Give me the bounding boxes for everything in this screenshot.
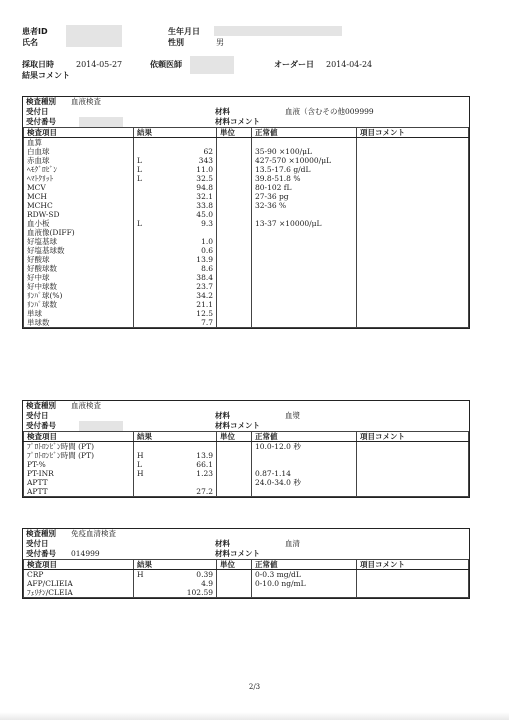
test-item-name: RDW-SD	[24, 210, 134, 219]
col-header-item: 検査項目	[24, 128, 134, 138]
item-comment-cell	[357, 282, 469, 291]
result-cell	[134, 291, 217, 300]
item-comment-cell	[357, 291, 469, 300]
result-cell	[134, 442, 217, 452]
unit-cell	[217, 201, 252, 210]
item-comment-cell	[357, 478, 469, 487]
item-comment-cell	[357, 300, 469, 309]
received-date-label: 受付日	[26, 411, 49, 420]
section-meta-row	[23, 411, 469, 421]
result-cell	[134, 469, 217, 478]
result-value: 11.0	[196, 165, 213, 174]
unit-cell	[217, 255, 252, 264]
result-cell	[134, 237, 217, 246]
result-value: 13.9	[196, 255, 213, 264]
unit-cell	[217, 210, 252, 219]
normal-range	[252, 210, 357, 219]
item-comment-cell	[357, 219, 469, 228]
normal-range: 13-37 ×10000/μL	[252, 219, 357, 228]
col-header-result: 結果	[134, 128, 217, 138]
result-cell	[134, 460, 217, 469]
normal-range	[252, 138, 357, 148]
result-cell	[134, 201, 217, 210]
test-item-name: AFP/CLIEIA	[24, 579, 134, 588]
result-value: 13.9	[196, 451, 213, 460]
unit-cell	[217, 451, 252, 460]
section-meta-row	[23, 107, 469, 117]
col-header-result: 結果	[134, 560, 217, 570]
table-row	[24, 579, 469, 588]
result-value: 34.2	[196, 291, 213, 300]
results-body	[24, 570, 469, 598]
result-cell	[134, 165, 217, 174]
section-blood-test	[22, 96, 470, 329]
test-item-name: ﾘﾝﾊﾟ球(%)	[24, 291, 134, 300]
normal-range	[252, 487, 357, 497]
table-header-row	[24, 432, 469, 442]
material-comment-label: 材料コメント	[215, 421, 260, 430]
table-row	[24, 192, 469, 201]
result-value: 4.9	[201, 579, 213, 588]
unit-cell	[217, 156, 252, 165]
received-date-label: 受付日	[26, 539, 49, 548]
order-date-value: 2014-04-24	[326, 60, 373, 69]
test-type-value: 血液検査	[71, 401, 101, 410]
item-comment-cell	[357, 442, 469, 452]
normal-range	[252, 460, 357, 469]
result-value: 7.7	[201, 318, 213, 327]
table-row	[24, 165, 469, 174]
normal-range: 427-570 ×10000/μL	[252, 156, 357, 165]
unit-cell	[217, 291, 252, 300]
item-comment-cell	[357, 183, 469, 192]
normal-range	[252, 588, 357, 598]
redacted-doctor	[190, 56, 234, 74]
unit-cell	[217, 237, 252, 246]
result-cell	[134, 264, 217, 273]
result-cell	[134, 219, 217, 228]
material-label: 材料	[215, 539, 230, 548]
result-comment-label: 結果コメント	[22, 71, 70, 80]
result-cell	[134, 273, 217, 282]
item-comment-cell	[357, 264, 469, 273]
abnormal-flag: L	[137, 460, 142, 469]
table-row	[24, 451, 469, 460]
item-comment-cell	[357, 451, 469, 460]
table-row	[24, 138, 469, 148]
test-item-name: MCV	[24, 183, 134, 192]
normal-range	[252, 255, 357, 264]
result-cell	[134, 579, 217, 588]
section-meta-row	[23, 529, 469, 539]
table-row	[24, 469, 469, 478]
table-row	[24, 487, 469, 497]
test-item-name: 白血球	[24, 147, 134, 156]
table-row	[24, 442, 469, 452]
section-meta-row	[23, 539, 469, 549]
col-header-unit: 単位	[217, 128, 252, 138]
test-item-name: ﾌｪﾘﾁﾝ/CLEIA	[24, 588, 134, 598]
unit-cell	[217, 165, 252, 174]
result-value: 1.23	[196, 469, 213, 478]
unit-cell	[217, 246, 252, 255]
table-row	[24, 309, 469, 318]
test-item-name: 好塩基球数	[24, 246, 134, 255]
table-header-row	[24, 128, 469, 138]
results-table	[23, 559, 469, 598]
col-header-unit: 単位	[217, 560, 252, 570]
test-item-name: 単球	[24, 309, 134, 318]
test-item-name: 好酸球	[24, 255, 134, 264]
test-item-name: ﾌﾟﾛﾄﾛﾝﾋﾞﾝ時間 (PT)	[24, 451, 134, 460]
doctor-label: 依頼医師	[150, 60, 182, 69]
table-row	[24, 183, 469, 192]
test-item-name: 血小板	[24, 219, 134, 228]
unit-cell	[217, 478, 252, 487]
table-row	[24, 264, 469, 273]
sex-label: 性別	[168, 38, 184, 47]
normal-range	[252, 451, 357, 460]
normal-range	[252, 237, 357, 246]
result-value: 33.8	[196, 201, 213, 210]
item-comment-cell	[357, 228, 469, 237]
test-item-name: APTT	[24, 478, 134, 487]
unit-cell	[217, 487, 252, 497]
redacted-receipt-number	[79, 117, 123, 127]
results-table	[23, 431, 469, 497]
dob-label: 生年月日	[168, 27, 200, 36]
result-cell	[134, 487, 217, 497]
result-cell	[134, 174, 217, 183]
page-number: 2/3	[248, 683, 261, 691]
item-comment-cell	[357, 174, 469, 183]
normal-range: 0.87-1.14	[252, 469, 357, 478]
abnormal-flag: L	[137, 219, 142, 228]
result-value: 94.8	[196, 183, 213, 192]
result-value: 45.0	[196, 210, 213, 219]
normal-range: 10.0-12.0 秒	[252, 442, 357, 452]
result-value: 1.0	[201, 237, 213, 246]
table-row	[24, 246, 469, 255]
test-item-name: 赤血球	[24, 156, 134, 165]
unit-cell	[217, 219, 252, 228]
test-item-name: 好中球	[24, 273, 134, 282]
table-row	[24, 478, 469, 487]
result-value: 102.59	[186, 588, 213, 597]
unit-cell	[217, 147, 252, 156]
abnormal-flag: L	[137, 174, 142, 183]
item-comment-cell	[357, 246, 469, 255]
unit-cell	[217, 469, 252, 478]
unit-cell	[217, 282, 252, 291]
result-value: 343	[198, 156, 213, 165]
normal-range: 13.5-17.6 g/dL	[252, 165, 357, 174]
received-date-label: 受付日	[26, 107, 49, 116]
test-type-value: 免疫血清検査	[71, 529, 116, 538]
item-comment-cell	[357, 210, 469, 219]
table-row	[24, 588, 469, 598]
test-item-name: ﾘﾝﾊﾟ球数	[24, 300, 134, 309]
normal-range: 80-102 fL	[252, 183, 357, 192]
material-comment-label: 材料コメント	[215, 549, 260, 558]
section-meta-row	[23, 401, 469, 411]
normal-range: 0-0.3 mg/dL	[252, 570, 357, 580]
test-type-label: 検査種別	[26, 97, 56, 106]
material-label: 材料	[215, 411, 230, 420]
normal-range: 35-90 ×100/μL	[252, 147, 357, 156]
patient-id-label: 患者ID	[22, 27, 48, 36]
material-label: 材料	[215, 107, 230, 116]
result-value: 8.6	[201, 264, 213, 273]
unit-cell	[217, 174, 252, 183]
result-value: 12.5	[196, 309, 213, 318]
item-comment-cell	[357, 588, 469, 598]
result-value: 9.3	[201, 219, 213, 228]
result-cell	[134, 318, 217, 328]
col-header-comment: 項目コメント	[357, 128, 469, 138]
receipt-number-label: 受付番号	[26, 421, 56, 430]
normal-range	[252, 300, 357, 309]
results-table	[23, 127, 469, 328]
table-row	[24, 460, 469, 469]
result-cell	[134, 156, 217, 165]
result-cell	[134, 255, 217, 264]
item-comment-cell	[357, 570, 469, 580]
item-comment-cell	[357, 273, 469, 282]
normal-range	[252, 282, 357, 291]
material-value: 血清	[285, 539, 300, 548]
result-value: 66.1	[196, 460, 213, 469]
result-value: 0.6	[201, 246, 213, 255]
col-header-item: 検査項目	[24, 432, 134, 442]
table-row	[24, 282, 469, 291]
result-cell	[134, 451, 217, 460]
collect-date-label: 採取日時	[22, 60, 54, 69]
item-comment-cell	[357, 192, 469, 201]
test-item-name: MCH	[24, 192, 134, 201]
normal-range: 24.0-34.0 秒	[252, 478, 357, 487]
unit-cell	[217, 300, 252, 309]
test-item-name: CRP	[24, 570, 134, 580]
item-comment-cell	[357, 255, 469, 264]
section-meta-row	[23, 549, 469, 559]
abnormal-flag: H	[137, 469, 144, 478]
result-cell	[134, 147, 217, 156]
result-cell	[134, 282, 217, 291]
unit-cell	[217, 192, 252, 201]
item-comment-cell	[357, 460, 469, 469]
section-serology-test	[22, 528, 470, 599]
normal-range	[252, 291, 357, 300]
table-row	[24, 219, 469, 228]
unit-cell	[217, 460, 252, 469]
item-comment-cell	[357, 156, 469, 165]
item-comment-cell	[357, 165, 469, 174]
abnormal-flag: H	[137, 570, 144, 579]
unit-cell	[217, 183, 252, 192]
table-row	[24, 147, 469, 156]
item-comment-cell	[357, 469, 469, 478]
col-header-item: 検査項目	[24, 560, 134, 570]
result-value: 21.1	[196, 300, 213, 309]
col-header-comment: 項目コメント	[357, 560, 469, 570]
name-label: 氏名	[22, 38, 38, 47]
test-item-name: ﾍﾏﾄｸﾘｯﾄ	[24, 174, 134, 183]
table-row	[24, 210, 469, 219]
scan-edge	[0, 712, 509, 720]
result-cell	[134, 300, 217, 309]
unit-cell	[217, 579, 252, 588]
result-cell	[134, 138, 217, 148]
normal-range: 32-36 %	[252, 201, 357, 210]
table-row	[24, 156, 469, 165]
material-value: 血漿	[285, 411, 300, 420]
section-meta-row	[23, 117, 469, 127]
result-cell	[134, 246, 217, 255]
test-item-name: PT-%	[24, 460, 134, 469]
table-row	[24, 174, 469, 183]
test-item-name: MCHC	[24, 201, 134, 210]
section-meta-row	[23, 421, 469, 431]
table-row	[24, 291, 469, 300]
item-comment-cell	[357, 147, 469, 156]
collect-date-value: 2014-05-27	[76, 60, 123, 69]
normal-range	[252, 273, 357, 282]
item-comment-cell	[357, 579, 469, 588]
col-header-unit: 単位	[217, 432, 252, 442]
unit-cell	[217, 588, 252, 598]
col-header-normal: 正常値	[252, 560, 357, 570]
col-header-comment: 項目コメント	[357, 432, 469, 442]
test-type-label: 検査種別	[26, 529, 56, 538]
normal-range	[252, 318, 357, 328]
test-item-name: 好酸球数	[24, 264, 134, 273]
order-date-label: オーダー日	[274, 60, 314, 69]
test-item-name: ﾌﾟﾛﾄﾛﾝﾋﾞﾝ時間 (PT)	[24, 442, 134, 452]
result-value: 27.2	[196, 487, 213, 496]
normal-range: 27-36 pg	[252, 192, 357, 201]
section-meta-row	[23, 97, 469, 107]
receipt-number-value: 014999	[71, 549, 100, 558]
test-item-name: 単球数	[24, 318, 134, 328]
test-item-name: ﾍﾓｸﾞﾛﾋﾞﾝ	[24, 165, 134, 174]
test-item-name: 好塩基球	[24, 237, 134, 246]
redacted-patient-id	[66, 25, 122, 47]
result-cell	[134, 478, 217, 487]
item-comment-cell	[357, 201, 469, 210]
unit-cell	[217, 138, 252, 148]
result-value: 0.39	[196, 570, 213, 579]
table-row	[24, 237, 469, 246]
item-comment-cell	[357, 318, 469, 328]
unit-cell	[217, 273, 252, 282]
item-comment-cell	[357, 138, 469, 148]
unit-cell	[217, 318, 252, 328]
table-row	[24, 228, 469, 237]
unit-cell	[217, 264, 252, 273]
sex-value: 男	[216, 38, 224, 47]
result-value: 32.5	[196, 174, 213, 183]
table-row	[24, 201, 469, 210]
normal-range	[252, 264, 357, 273]
result-cell	[134, 183, 217, 192]
test-item-name: 血算	[24, 138, 134, 148]
item-comment-cell	[357, 487, 469, 497]
table-row	[24, 300, 469, 309]
unit-cell	[217, 309, 252, 318]
result-cell	[134, 309, 217, 318]
test-type-label: 検査種別	[26, 401, 56, 410]
result-value: 62	[203, 147, 213, 156]
results-body	[24, 442, 469, 497]
table-row	[24, 570, 469, 580]
unit-cell	[217, 228, 252, 237]
test-item-name: PT-INR	[24, 469, 134, 478]
result-value: 38.4	[196, 273, 213, 282]
abnormal-flag: L	[137, 165, 142, 174]
test-item-name: APTT	[24, 487, 134, 497]
normal-range: 0-10.0 ng/mL	[252, 579, 357, 588]
normal-range	[252, 246, 357, 255]
receipt-number-label: 受付番号	[26, 549, 56, 558]
material-comment-label: 材料コメント	[215, 117, 260, 126]
result-value: 32.1	[196, 192, 213, 201]
item-comment-cell	[357, 309, 469, 318]
normal-range	[252, 309, 357, 318]
table-header-row	[24, 560, 469, 570]
results-body	[24, 138, 469, 328]
redacted-dob	[214, 26, 342, 36]
abnormal-flag: H	[137, 451, 144, 460]
col-header-result: 結果	[134, 432, 217, 442]
abnormal-flag: L	[137, 156, 142, 165]
receipt-number-label: 受付番号	[26, 117, 56, 126]
unit-cell	[217, 570, 252, 580]
material-value: 血液（含むその他009999	[285, 107, 374, 116]
test-item-name: 好中球数	[24, 282, 134, 291]
result-cell	[134, 192, 217, 201]
test-type-value: 血液検査	[71, 97, 101, 106]
redacted-receipt-number	[79, 421, 123, 431]
test-item-name: 血液像(DIFF)	[24, 228, 134, 237]
normal-range: 39.8-51.8 %	[252, 174, 357, 183]
table-row	[24, 273, 469, 282]
table-row	[24, 255, 469, 264]
section-coagulation-test	[22, 400, 470, 498]
result-cell	[134, 210, 217, 219]
result-cell	[134, 588, 217, 598]
col-header-normal: 正常値	[252, 432, 357, 442]
result-cell	[134, 570, 217, 580]
normal-range	[252, 228, 357, 237]
item-comment-cell	[357, 237, 469, 246]
col-header-normal: 正常値	[252, 128, 357, 138]
unit-cell	[217, 442, 252, 452]
result-value: 23.7	[196, 282, 213, 291]
result-cell	[134, 228, 217, 237]
table-row	[24, 318, 469, 328]
